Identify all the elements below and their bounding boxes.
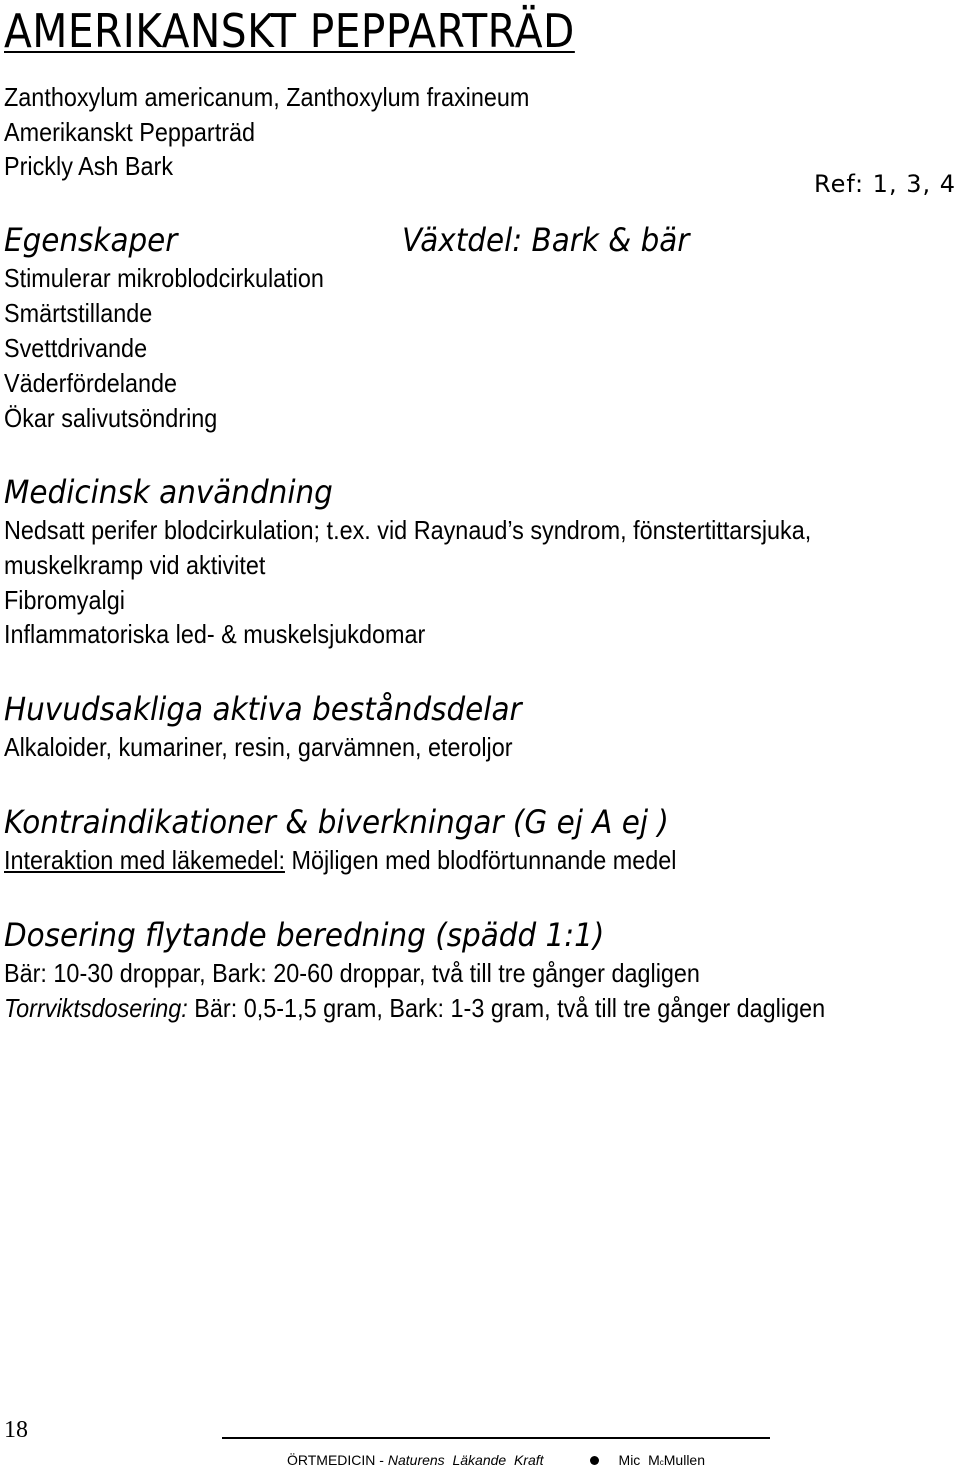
- reference-note: Ref: 1, 3, 4: [814, 170, 956, 198]
- english-name: Prickly Ash Bark: [4, 151, 174, 181]
- dosage-heading: Dosering flytande beredning (spädd 1:1): [4, 916, 605, 954]
- medical-use-line: muskelkramp vid aktivitet: [4, 550, 266, 580]
- dosage-dry-line: [4, 991, 825, 1026]
- property-item: Väderfördelande: [4, 368, 178, 398]
- page-number: 18: [4, 1417, 28, 1443]
- swedish-name: Amerikanskt Pepparträd: [4, 117, 256, 147]
- constituents-text: Alkaloider, kumariner, resin, garvämnen, eteroljor: [4, 732, 513, 762]
- latin-name: Zanthoxylum americanum, Zanthoxylum fraxineum: [4, 82, 530, 112]
- plant-part-heading: Växtdel: Bark & bär: [402, 221, 690, 259]
- bullet-dot-icon: [590, 1456, 599, 1465]
- constituents-heading: Huvudsakliga aktiva beståndsdelar: [4, 690, 522, 728]
- page-title: AMERIKANSKT PEPPARTRÄD: [4, 4, 575, 58]
- properties-heading: Egenskaper: [4, 221, 178, 259]
- dosage-liquid-line: Bär: 10-30 droppar, Bark: 20-60 droppar, två till tre gånger dagligen: [4, 958, 700, 988]
- footer-publication: ÖRTMEDICIN: [287, 1452, 376, 1468]
- interaction-text: Möjligen med blodförtunnande medel: [284, 845, 677, 875]
- property-item: Smärtstillande: [4, 298, 153, 328]
- footer-separator: -: [375, 1452, 388, 1468]
- footer-author-c: c: [659, 1458, 664, 1467]
- footer-subtitle: Naturens Läkande Kraft: [387, 1452, 544, 1468]
- footer-divider: [222, 1437, 770, 1439]
- medical-use-line: Nedsatt perifer blodcirkulation; t.ex. vid Raynaud’s syndrom, fönstertittarsjuka,: [4, 515, 812, 545]
- footer-author-m: M: [648, 1452, 660, 1468]
- medical-use-line: Fibromyalgi: [4, 585, 125, 615]
- interaction-line: [4, 843, 677, 878]
- dry-dosage-text: Bär: 0,5-1,5 gram, Bark: 1-3 gram, två till tre gånger dagligen: [187, 993, 826, 1023]
- medical-use-line: Inflammatoriska led- & muskelsjukdomar: [4, 619, 426, 649]
- footer-author-first: Mic: [618, 1452, 641, 1468]
- medical-use-heading: Medicinsk användning: [4, 473, 333, 511]
- dry-dosage-label: Torrviktsdosering:: [4, 993, 188, 1023]
- property-item: Stimulerar mikroblodcirkulation: [4, 263, 324, 293]
- interaction-label: Interaktion med läkemedel:: [4, 845, 285, 875]
- property-item: Svettdrivande: [4, 333, 148, 363]
- footer-author-last: Mullen: [663, 1452, 706, 1468]
- contraindications-heading: Kontraindikationer & biverkningar (G ej A ej ): [4, 803, 669, 841]
- property-item: Ökar salivutsöndring: [4, 403, 218, 433]
